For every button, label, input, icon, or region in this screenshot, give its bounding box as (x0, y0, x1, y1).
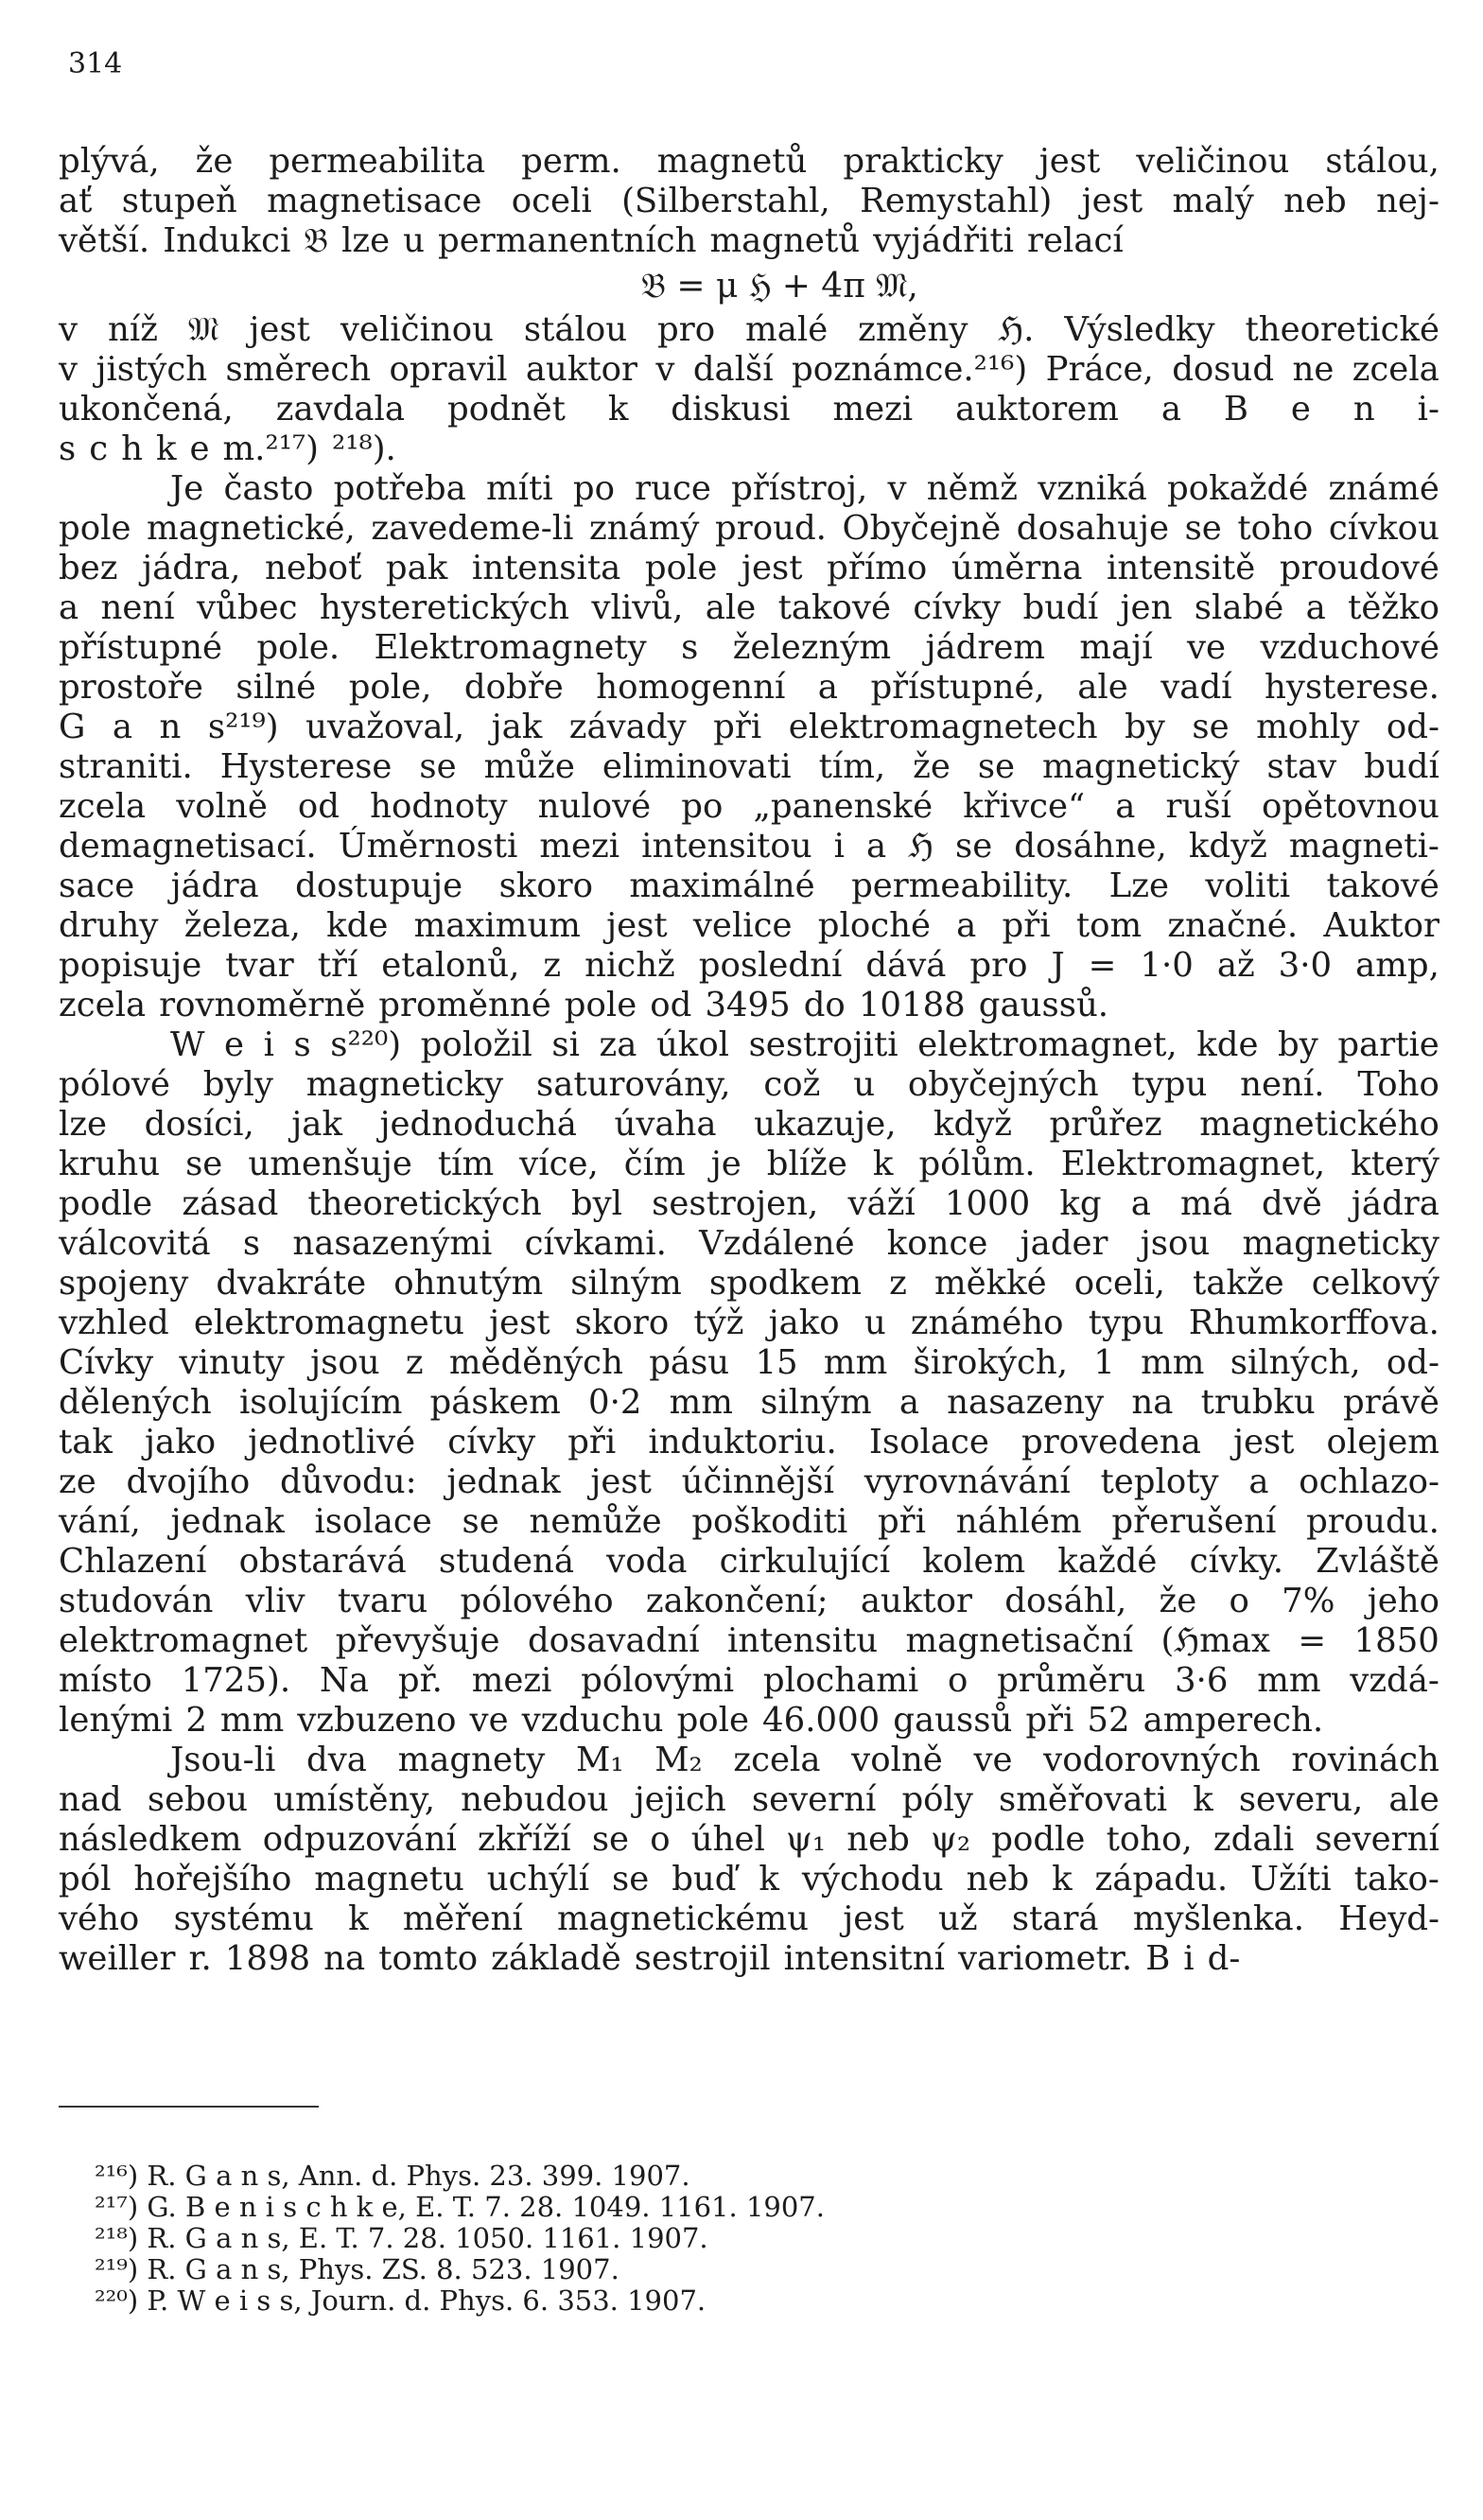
text-line: přístupné pole. Elektromagnety s železným jádrem mají ve vzduchové (59, 628, 1439, 667)
main-text (59, 142, 1439, 1979)
text-line: nad sebou umístěny, nebudou jejich severní póly směřovati k severu, ale (59, 1780, 1439, 1819)
footnote: ²¹⁸) R. G a n s, E. T. 7. 28. 1050. 1161. 1907. (95, 2222, 708, 2254)
footnote: ²¹⁷) G. B e n i s c h k e, E. T. 7. 28. 1049. 1161. 1907. (95, 2191, 825, 2223)
text-line: vého systému k měření magnetickému jest už stará myšlenka. Heyd- (59, 1899, 1439, 1938)
text-line: v jistých směrech opravil auktor v další poznámce.²¹⁶) Práce, dosud ne zcela (59, 350, 1439, 389)
paragraph-1 (59, 142, 1439, 261)
text-line: prostoře silné pole, dobře homogenní a přístupné, ale vadí hysterese. (59, 668, 1439, 707)
text-line: elektromagnet převyšuje dosavadní intensitu magnetisační (ℌmax = 1850 (59, 1621, 1439, 1660)
page-number: 314 (68, 47, 123, 80)
text-line: pole magnetické, zavedeme-li známý proud. Obyčejně dosahuje se toho cívkou (59, 509, 1439, 548)
text-line: spojeny dvakráte ohnutým silným spodkem z měkké oceli, takže celkový (59, 1264, 1439, 1303)
paragraph-2 (59, 310, 1439, 469)
text-line: G a n s²¹⁹) uvažoval, jak závady při elektromagnetech by se mohly od- (59, 708, 1439, 746)
text-line: a není vůbec hysteretických vlivů, ale takové cívky budí jen slabé a těžko (59, 588, 1439, 627)
text-line: druhy železa, kde maximum jest velice ploché a při tom značné. Auktor (59, 906, 1439, 945)
text-line: pólové byly magneticky saturovány, což u obyčejných typu není. Toho (59, 1065, 1439, 1104)
text-line: tak jako jednotlivé cívky při induktoriu. Isolace provedena jest olejem (59, 1423, 1439, 1461)
text-line: lze dosíci, jak jednoduchá úvaha ukazuje, když průřez magnetického (59, 1105, 1439, 1144)
text-line: studován vliv tvaru pólového zakončení; auktor dosáhl, že o 7% jeho (59, 1582, 1439, 1620)
text-line: popisuje tvar tří etalonů, z nichž poslední dává pro J = 1·0 až 3·0 amp, (59, 946, 1439, 985)
text-line: demagnetisací. Úměrnosti mezi intensitou i a ℌ se dosáhne, když magneti- (59, 827, 1439, 866)
footnote: ²²⁰) P. W e i s s, Journ. d. Phys. 6. 353. 1907. (95, 2284, 707, 2317)
footnote: ²¹⁶) R. G a n s, Ann. d. Phys. 23. 399. 1907. (95, 2160, 690, 2192)
footnotes (95, 2161, 825, 2317)
text-line: kruhu se umenšuje tím více, čím je blíže k pólům. Elektromagnet, který (59, 1145, 1439, 1183)
text-line: vzhled elektromagnetu jest skoro týž jako u známého typu Rhumkorffova. (59, 1304, 1439, 1342)
text-line: weiller r. 1898 na tomto základě sestrojil intensitní variometr. B i d- (59, 1939, 1241, 1978)
text-line: Cívky vinuty jsou z měděných pásu 15 mm širokých, 1 mm silných, od- (59, 1343, 1439, 1382)
text-line: válcovitá s nasazenými cívkami. Vzdálené konce jader jsou magneticky (59, 1224, 1439, 1263)
text-line: straniti. Hysterese se může eliminovati tím, že se magnetický stav budí (59, 747, 1439, 786)
text-line: Je často potřeba míti po ruce přístroj, v němž vzniká pokaždé známé (170, 469, 1439, 508)
text-line: W e i s s²²⁰) položil si za úkol sestrojiti elektromagnet, kde by partie (170, 1025, 1439, 1064)
footnote-separator (59, 2106, 319, 2108)
text-line: místo 1725). Na př. mezi pólovými plochami o průměru 3·6 mm vzdá- (59, 1661, 1439, 1700)
text-line: ať stupeň magnetisace oceli (Silberstahl, Remystahl) jest malý neb nej- (59, 182, 1439, 220)
text-line: plývá, že permeabilita perm. magnetů prakticky jest veličinou stálou, (59, 142, 1439, 181)
text-line: podle zásad theoretických byl sestrojen, váží 1000 kg a má dvě jádra (59, 1184, 1439, 1223)
text-line: pól hořejšího magnetu uchýlí se buď k východu neb k západu. Užíti tako- (59, 1860, 1439, 1899)
text-line: s c h k e m.²¹⁷) ²¹⁸). (59, 429, 396, 468)
text-line: zcela rovnoměrně proměnné pole od 3495 do 10188 gaussů. (59, 986, 1109, 1024)
text-line: ze dvojího důvodu: jednak jest účinnější vyrovnávání teploty a ochlazo- (59, 1462, 1439, 1501)
text-line: bez jádra, neboť pak intensita pole jest přímo úměrna intensitě proudové (59, 549, 1439, 587)
text-line: zcela volně od hodnoty nulové po „panenské křivce“ a ruší opětovnou (59, 787, 1439, 826)
footnote: ²¹⁹) R. G a n s, Phys. ZS. 8. 523. 1907. (95, 2253, 619, 2285)
text-line: sace jádra dostupuje skoro maximálné permeability. Lze voliti takové (59, 866, 1439, 905)
paragraph-3 (59, 469, 1439, 1025)
text-line: lenými 2 mm vzbuzeno ve vzduchu pole 46.000 gaussů při 52 amperech. (59, 1701, 1324, 1740)
text-line: Chlazení obstarává studená voda cirkulující kolem každé cívky. Zvláště (59, 1542, 1439, 1581)
text-line: Jsou-li dva magnety M₁ M₂ zcela volně ve vodorovných rovinách (170, 1741, 1439, 1779)
paragraph-4 (59, 1025, 1439, 1741)
text-line: dělených isolujícím páskem 0·2 mm silným a nasazeny na trubku právě (59, 1383, 1439, 1422)
text-line: následkem odpuzování zkříží se o úhel ψ₁ neb ψ₂ podle toho, zdali severní (59, 1820, 1439, 1859)
text-line: vání, jednak isolace se nemůže poškoditi při náhlém přerušení proudu. (59, 1502, 1439, 1541)
text-line: ukončená, zavdala podnět k diskusi mezi auktorem a B e n i- (59, 390, 1439, 429)
formula-induction: 𝔅 = μ ℌ + 4π 𝔐, (641, 267, 918, 306)
text-line: větší. Indukci 𝔅 lze u permanentních magnetů vyjádřiti relací (59, 221, 1124, 260)
text-line: v níž 𝔐 jest veličinou stálou pro malé změny ℌ. Výsledky theoretické (59, 310, 1439, 349)
paragraph-5 (59, 1741, 1439, 1979)
